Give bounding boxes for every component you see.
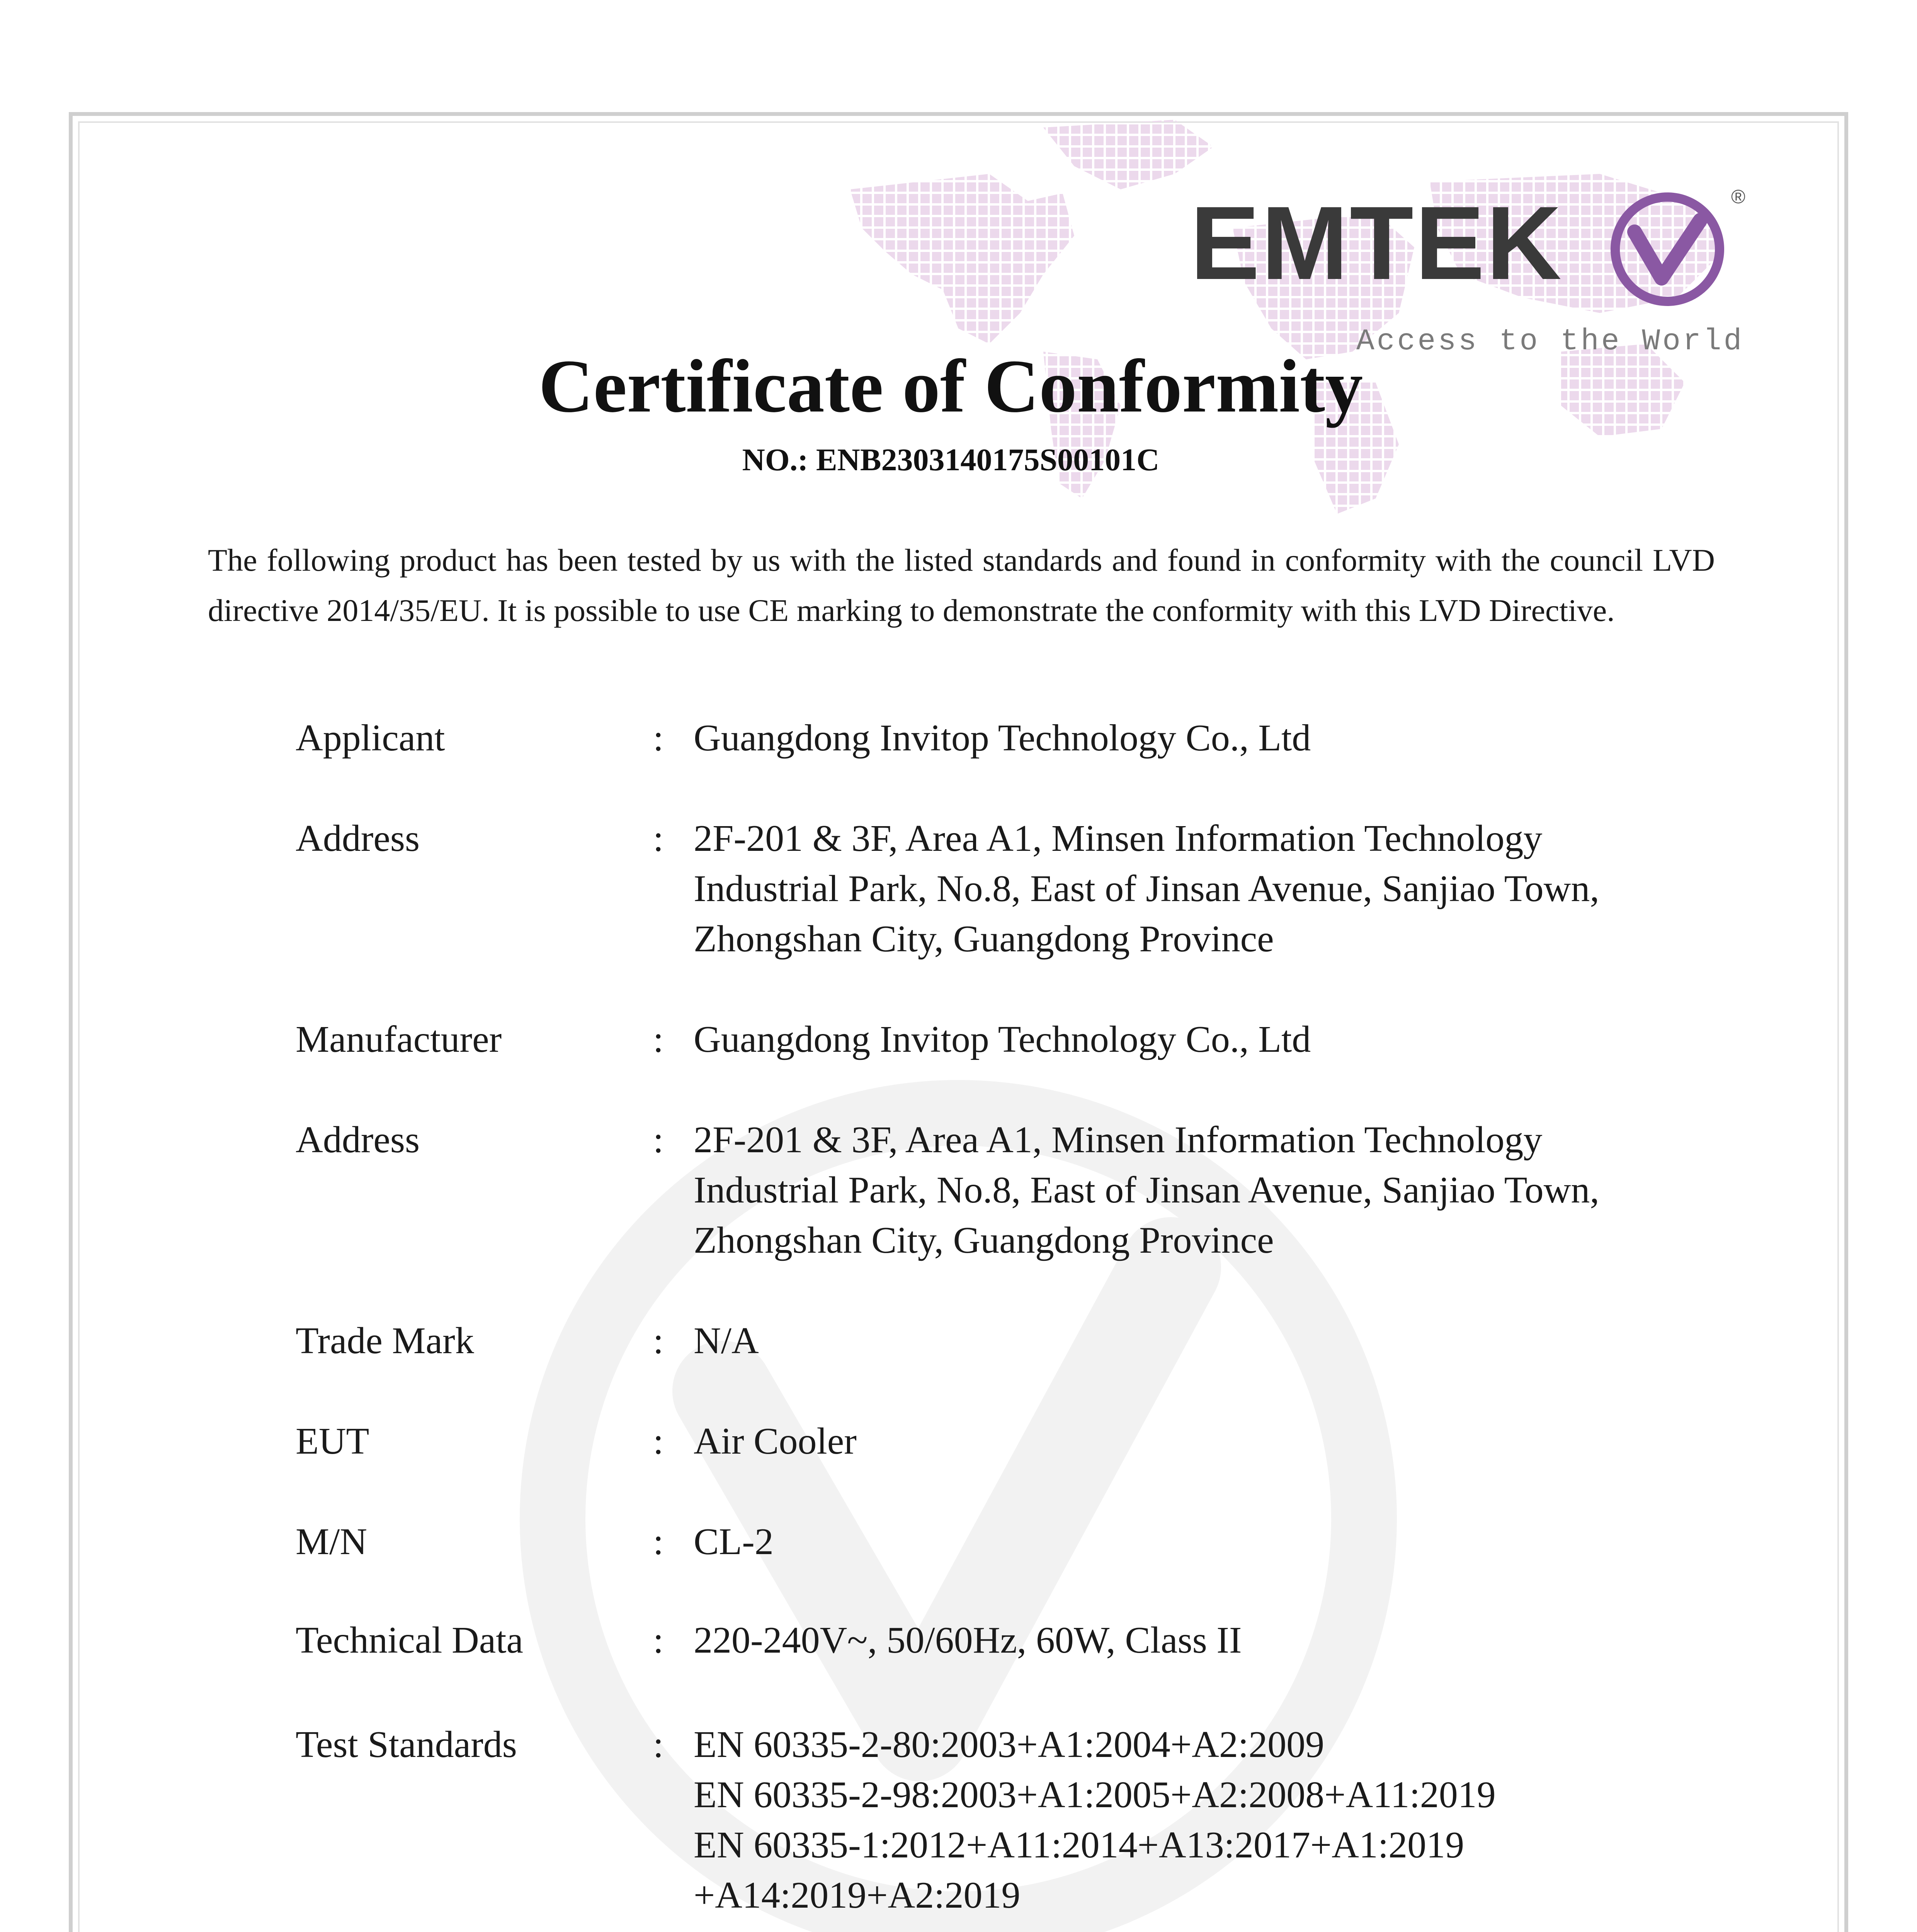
field-value: [694, 713, 1737, 763]
field-label: Applicant: [296, 717, 445, 759]
applicant-value: Guangdong Invitop Technology Co., Ltd: [694, 717, 1311, 759]
field-value: [694, 813, 1737, 964]
field-value: [694, 1115, 1737, 1265]
field-colon: :: [653, 1320, 664, 1362]
field-colon: :: [653, 1420, 664, 1462]
address-line: Industrial Park, No.8, East of Jinsan Avenue, Sanjiao Town,: [694, 1169, 1599, 1211]
field-label: Manufacturer: [296, 1019, 502, 1060]
field-colon: :: [653, 1119, 664, 1161]
field-label: M/N: [296, 1521, 367, 1563]
field-label: Address: [296, 818, 420, 859]
field-colon: :: [653, 1019, 664, 1060]
certificate-title: Certificate of Conformity: [538, 344, 1363, 428]
standard-line: EN 60335-2-98:2003+A1:2005+A2:2008+A11:2019: [694, 1774, 1496, 1816]
field-value: [694, 1615, 1737, 1665]
field-label: Address: [296, 1119, 420, 1161]
field-value: [694, 1316, 1737, 1366]
manufacturer-value: Guangdong Invitop Technology Co., Ltd: [694, 1019, 1311, 1060]
field-colon: :: [653, 1619, 664, 1661]
address-line: Zhongshan City, Guangdong Province: [694, 918, 1274, 960]
field-label: Trade Mark: [296, 1320, 474, 1362]
checkmark-circle-icon: [1607, 189, 1727, 309]
address-line: 2F-201 & 3F, Area A1, Minsen Information Technology: [694, 818, 1543, 859]
model-value: CL-2: [694, 1521, 774, 1563]
standard-line: +A14:2019+A2:2019: [694, 1874, 1021, 1916]
address-line: Industrial Park, No.8, East of Jinsan Avenue, Sanjiao Town,: [694, 868, 1599, 910]
field-value: [694, 1416, 1737, 1466]
field-value: [694, 1014, 1737, 1065]
field-colon: :: [653, 1724, 664, 1765]
standard-line: EN 60335-2-80:2003+A1:2004+A2:2009: [694, 1724, 1325, 1765]
field-colon: :: [653, 1521, 664, 1563]
registered-mark: ®: [1731, 186, 1745, 207]
standard-line: [694, 1930, 1737, 1932]
address-line: Zhongshan City, Guangdong Province: [694, 1219, 1274, 1261]
field-label: Test Standards: [296, 1724, 517, 1765]
certificate-number: NO.: ENB2303140175S00101C: [742, 442, 1160, 477]
field-colon: :: [653, 717, 664, 759]
eut-value: Air Cooler: [694, 1420, 857, 1462]
technical-data-value: 220-240V~, 50/60Hz, 60W, Class II: [694, 1619, 1242, 1661]
field-label: EUT: [296, 1420, 369, 1462]
standard-line: EN 60335-1:2012+A11:2014+A13:2017+A1:2019: [694, 1824, 1465, 1866]
field-label: Technical Data: [296, 1619, 523, 1661]
field-value: [694, 1517, 1737, 1567]
intro-paragraph: The following product has been tested by us with the listed standards and found in conformity with the council LVD directive 2014/35/EU. It is possible to use CE marking to demonstrate the conformity with this LVD Directive.: [208, 543, 1715, 628]
brand-tagline: Access to the World: [1356, 325, 1744, 359]
address-line: 2F-201 & 3F, Area A1, Minsen Information Technology: [694, 1119, 1543, 1161]
trade-mark-value: N/A: [694, 1320, 759, 1362]
field-colon: :: [653, 818, 664, 859]
brand-name: EMTEK: [1190, 185, 1563, 301]
field-value: [694, 1719, 1737, 1932]
